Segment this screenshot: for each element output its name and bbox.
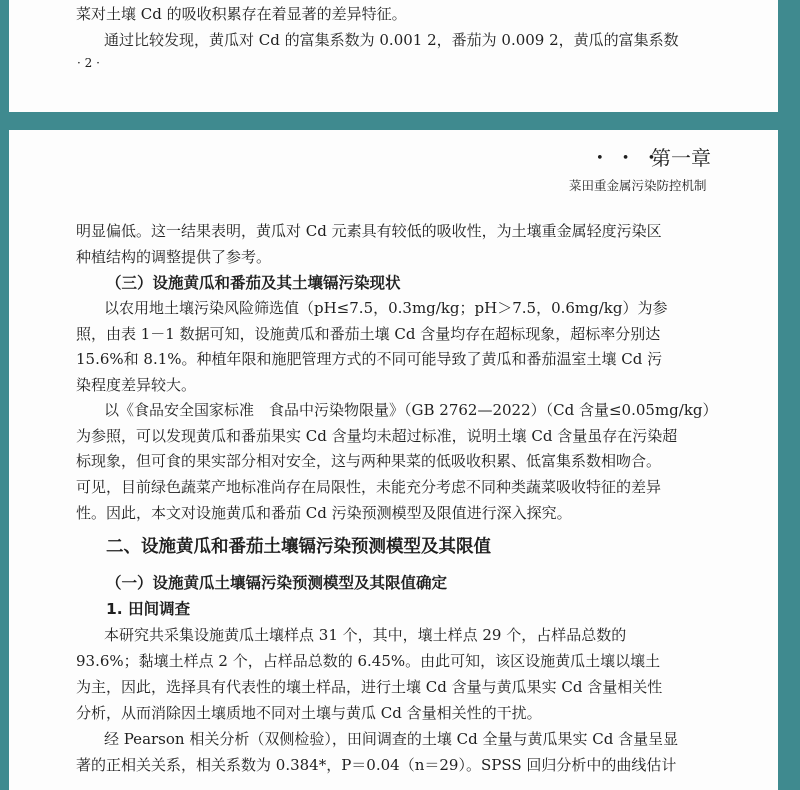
paragraph-3-line-1: 以《食品安全国家标准 食品中污染物限量》（GB 2762—2022）（Cd 含量≤0.05mg/kg） <box>104 401 718 419</box>
paragraph-3-line-5: 性。因此，本文对设施黄瓜和番茄 Cd 污染预测模型及限值进行深入探究。 <box>76 504 572 522</box>
paragraph-2-line-4: 染程度差异较大。 <box>76 376 197 394</box>
paragraph-5-line-1: 经 Pearson 相关分析（双侧检验），田间调查的土壤 Cd 全量与黄瓜果实 Cd 含量呈显 <box>104 730 679 748</box>
paragraph-2-line-3: 15.6%和 8.1%。种植年限和施肥管理方式的不同可能导致了黄瓜和番茄温室土壤 Cd 污 <box>76 350 663 368</box>
subsection-1-heading: （一）设施黄瓜土壤镉污染预测模型及其限值确定 <box>106 574 448 592</box>
section-2-heading: 二、设施黄瓜和番茄土壤镉污染预测模型及其限值 <box>106 537 491 557</box>
paragraph-2-line-2: 照，由表 1－1 数据可知，设施黄瓜和番茄土壤 Cd 含量均存在超标现象，超标率分别达 <box>76 325 661 343</box>
paragraph-2-line-1: 以农用地土壤污染风险筛选值（pH≤7.5，0.3mg/kg；pH＞7.5，0.6mg/kg）为参 <box>104 299 668 317</box>
paragraph-5-line-2: 著的正相关关系，相关系数为 0.384*，P＝0.04（n＝29）。SPSS 回归分析中的曲线估计 <box>76 756 677 774</box>
item-1-heading: 1. 田间调查 <box>106 600 191 618</box>
chapter-title: 第一章 <box>651 146 711 170</box>
previous-page <box>9 0 778 112</box>
chapter-subtitle: 菜田重金属污染防控机制 <box>569 178 707 193</box>
section-3-heading: （三）设施黄瓜和番茄及其土壤镉污染现状 <box>106 274 401 292</box>
paragraph-4-line-1: 本研究共采集设施黄瓜土壤样点 31 个，其中，壤土样点 29 个，占样品总数的 <box>104 626 627 644</box>
prev-text-line-2: 通过比较发现，黄瓜对 Cd 的富集系数为 0.001 2，番茄为 0.009 2，黄瓜的富集系数 <box>104 31 679 49</box>
prev-text-line-1: 菜对土壤 Cd 的吸收积累存在着显著的差异特征。 <box>76 5 407 23</box>
paragraph-1-line-2: 种植结构的调整提供了参考。 <box>76 248 272 266</box>
paragraph-3-line-3: 标现象，但可食的果实部分相对安全，这与两种果菜的低吸收积累、低富集系数相吻合。 <box>76 452 662 470</box>
paragraph-4-line-4: 分析，从而消除因土壤质地不同对土壤与黄瓜 Cd 含量相关性的干扰。 <box>76 704 542 722</box>
paragraph-4-line-2: 93.6%；黏壤土样点 2 个，占样品总数的 6.45%。由此可知，该区设施黄瓜土壤以壤土 <box>76 652 661 670</box>
paragraph-3-line-2: 为参照，可以发现黄瓜和番茄果实 Cd 含量均未超过标准，说明土壤 Cd 含量虽存在污染超 <box>76 427 678 445</box>
paragraph-4-line-3: 为主，因此，选择具有代表性的壤土样品，进行土壤 Cd 含量与黄瓜果实 Cd 含量相关性 <box>76 678 663 696</box>
chapter-dots: • • • <box>596 151 663 166</box>
prev-page-number: · 2 · <box>77 56 100 70</box>
paragraph-3-line-4: 可见，目前绿色蔬菜产地标准尚存在局限性，未能充分考虑不同种类蔬菜吸收特征的差异 <box>76 478 662 496</box>
paragraph-1-line-1: 明显偏低。这一结果表明，黄瓜对 Cd 元素具有较低的吸收性，为土壤重金属轻度污染区 <box>76 222 662 240</box>
main-page <box>9 130 778 790</box>
